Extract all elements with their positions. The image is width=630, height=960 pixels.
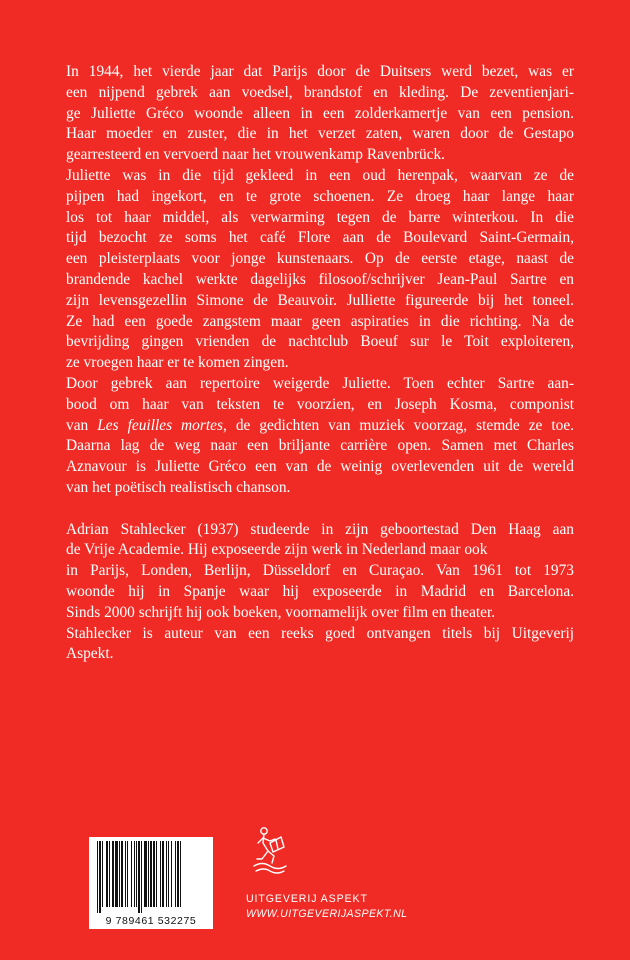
barcode-bar — [144, 841, 147, 907]
barcode-bar — [127, 841, 128, 907]
text-line: brandende kachel werkte dagelijks filosoof/schrijver Jean-Paul Sartre en — [66, 270, 574, 288]
text-line: Stahlecker is auteur van een reeks goed ontvangen titels bij Uitgeverij — [66, 624, 574, 642]
text-line: Haar moeder en zuster, die in het verzet zaten, waren door de Gestapo — [66, 125, 574, 143]
barcode-bar — [138, 841, 140, 913]
barcode-bar — [125, 841, 126, 907]
reading-figure-logo-icon — [250, 825, 290, 877]
barcode-bar — [102, 841, 103, 907]
publisher-url: WWW.UITGEVERIJASPEKT.NL — [246, 908, 408, 920]
text-line: Juliette was in die tijd gekleed in een oud herenpak, waarvan ze de — [66, 166, 574, 184]
isbn-barcode — [89, 837, 213, 929]
barcode-bar — [115, 841, 118, 907]
barcode-bar — [160, 841, 161, 907]
barcode-bar — [109, 841, 110, 907]
text-line: bevrijding gingen vrienden de nachtclub Boeuf sur le Toit exploiteren, — [66, 333, 574, 351]
text-line: gearresteerd en vervoerd naar het vrouwenkamp Ravenbrück. — [66, 146, 446, 164]
text-fragment: , de gedichten van muziek voorzag, stemde ze toe. — [222, 416, 574, 434]
text-line: Daarna lag de weg naar een briljante carrière open. Samen met Charles — [66, 437, 574, 455]
text-line: ge Juliette Gréco woonde alleen in een zolderkamertje van een pension. — [66, 104, 574, 122]
song-title: Les feuilles mortes — [97, 416, 223, 434]
paragraph-author-bio — [66, 520, 574, 666]
barcode-bar — [156, 841, 157, 907]
text-line: Adrian Stahlecker (1937) studeerde in zijn geboortestad Den Haag aan — [66, 520, 574, 538]
barcode-bar — [136, 841, 137, 907]
text-line: woonde hij in Spanje waar hij exposeerde in Madrid en Barcelona. — [66, 582, 574, 600]
publisher-name: UITGEVERIJ ASPEKT — [246, 893, 368, 905]
text-line: een pleisterplaats voor jonge kunstenaars. Op de eerste etage, naast de — [66, 250, 574, 268]
text-line: tijd bezocht ze soms het café Flore aan de Boulevard Saint-Germain, — [66, 229, 574, 247]
paragraph-spacer — [66, 499, 574, 520]
barcode-bar — [148, 841, 149, 907]
text-line: bood om haar van teksten te voorzien, en Joseph Kosma, componist — [66, 395, 574, 413]
barcode-bar — [134, 841, 135, 907]
text-line: van het poëtisch realistisch chanson. — [66, 478, 291, 496]
isbn-digits: 9 789461 532275 — [105, 915, 197, 927]
barcode-bar — [119, 841, 120, 907]
barcode-bar — [166, 841, 167, 907]
text-line: Sinds 2000 schrijft hij ook boeken, voornamelijk over film en theater. — [66, 603, 496, 621]
barcode-bar — [168, 841, 169, 907]
barcode-bar — [131, 841, 132, 907]
text-fragment: van — [66, 416, 98, 434]
barcode-bar — [175, 841, 176, 907]
barcode-bar — [171, 841, 172, 907]
barcode-bar — [177, 841, 179, 907]
text-line-with-title — [66, 416, 574, 437]
blurb-text — [66, 62, 574, 665]
barcode-bar — [97, 841, 98, 913]
publisher-info — [246, 892, 407, 922]
text-line: Door gebrek aan repertoire weigerde Juliette. Toen echter Sartre aan- — [66, 374, 574, 392]
text-line: Ze had een goede zangstem maar geen aspiraties in die richting. Na de — [66, 312, 574, 330]
barcode-bar — [150, 841, 152, 907]
barcode-bar — [141, 841, 142, 913]
text-line: ze vroegen haar er te komen zingen. — [66, 354, 289, 372]
text-line: een nijpend gebrek aan voedsel, brandstof en kleding. De zeventienjari- — [66, 83, 574, 101]
text-line: pijpen had ingekort, en te grote schoenen. Ze droeg haar lange haar — [66, 187, 574, 205]
text-line: Aspekt. — [66, 645, 114, 663]
text-line: Aznavour is Juliette Gréco een van de weinig overlevenden uit de wereld — [66, 458, 574, 476]
text-line: los tot haar middel, als verwarming tegen de barre winterkou. In die — [66, 208, 574, 226]
barcode-bar — [112, 841, 114, 907]
text-line: In 1944, het vierde jaar dat Parijs door de Duitsers werd bezet, was er — [66, 63, 574, 80]
barcode-bar — [99, 841, 101, 913]
paragraph-greco — [66, 62, 574, 499]
barcode-bar — [153, 841, 155, 907]
barcode-bars-icon — [89, 837, 213, 915]
text-line: in Parijs, Londen, Berlijn, Düsseldorf en Curaçao. Van 1961 tot 1973 — [66, 562, 574, 580]
barcode-bar — [106, 841, 108, 907]
text-line: zijn levensgezellin Simone de Beauvoir. Julliette figureerde bij het toneel. — [66, 291, 574, 309]
barcode-bar — [121, 841, 123, 907]
text-line: de Vrije Academie. Hij exposeerde zijn werk in Nederland maar ook — [66, 541, 488, 559]
barcode-bar — [162, 841, 164, 907]
barcode-bar — [180, 841, 181, 907]
